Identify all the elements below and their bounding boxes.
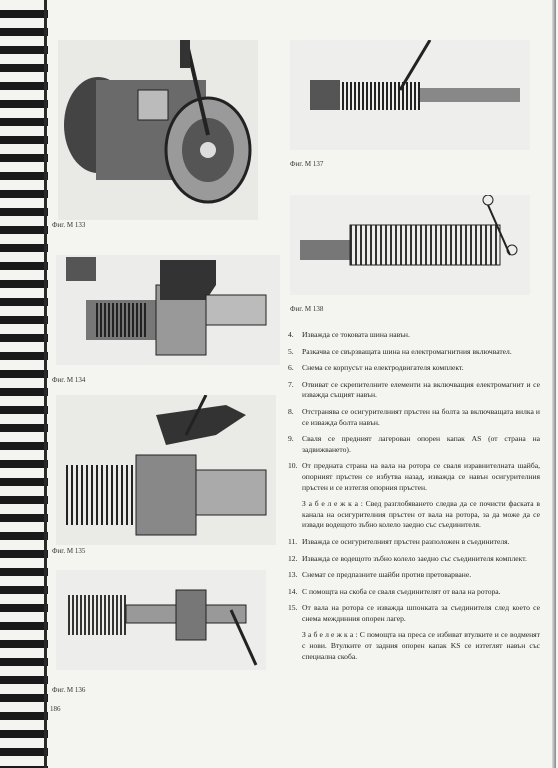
list-item: 5. Разкачва се свързващата шина на електромагнитния включвател. (288, 346, 512, 356)
caption-m138: Фиг. М 138 (290, 305, 324, 313)
list-item: 9. Сваля се предният лагерован опорен капак AS (от страна на задвижването). (288, 434, 540, 454)
list-item: 6. Снема се корпусът на електродвигателя комплект. (288, 363, 464, 373)
figure-m136-illustration (56, 570, 266, 670)
figure-m133-illustration (58, 40, 258, 220)
figure-m137-illustration (290, 40, 530, 150)
figure-m138-illustration (290, 195, 530, 295)
page-number: 186 (50, 705, 61, 713)
instruction-list (288, 330, 540, 668)
binding-edge (44, 0, 47, 768)
list-item: 13. Снемат се предпазните шайби против претоварване. (288, 570, 472, 580)
list-item: 4. Изважда се токовата шина навън. (288, 330, 410, 339)
caption-m134: Фиг. М 134 (52, 376, 86, 384)
list-item: 10. От предната страна на вала на ротора се сваля изравнителната шайба, опорният пръстен се избутва назад, изважда се навън осигурителния пръстен и се изтегля опорния пръстен. (288, 461, 540, 492)
caption-m137: Фиг. М 137 (290, 160, 324, 168)
note-item: З а б е л е ж к а : Свед разглобяването следва да се почисти фаската в канала на осигурителния пръстен от вала на ротора, за да може да се извади водещото зъбно колело заедно със съединителя. (302, 499, 540, 530)
caption-m135: Фиг. М 135 (52, 547, 86, 555)
list-item: 7. Отвиват се скрепителните елементи на включващия електромагнит и се изважда същият навън. (288, 379, 540, 400)
caption-m136: Фиг. М 136 (52, 686, 86, 694)
list-item: 8. Отстранява се осигурителният пръстен на болта за включващата вилка и се изважда болта навън. (288, 406, 540, 427)
page-edge-shadow (552, 0, 556, 768)
list-item: 15. От вала на ротора се изважда шпонката за съединителя след което се снема междинния опорен лагер. (288, 603, 540, 623)
list-item: 12. Изважда се водещото зъбно колело заедно със съединителя комплект. (288, 553, 527, 563)
list-item: 14. С помощта на скоба се сваля съединителят от вала на ротора. (288, 586, 501, 596)
spiral-binding (0, 0, 48, 768)
caption-m133: Фиг. М 133 (52, 221, 86, 229)
figure-m135-illustration (56, 395, 276, 545)
figure-m134-illustration (56, 255, 280, 365)
note-item: З а б е л е ж к а : С помощта на преса се избиват втулките и се водмeнят с нови. Втулките от задния опорен капак KS се изтеглят навън със специална скоба. (302, 630, 540, 661)
list-item: 11. Изважда се осигурителният пръстен разположен в съединителя. (288, 536, 510, 546)
